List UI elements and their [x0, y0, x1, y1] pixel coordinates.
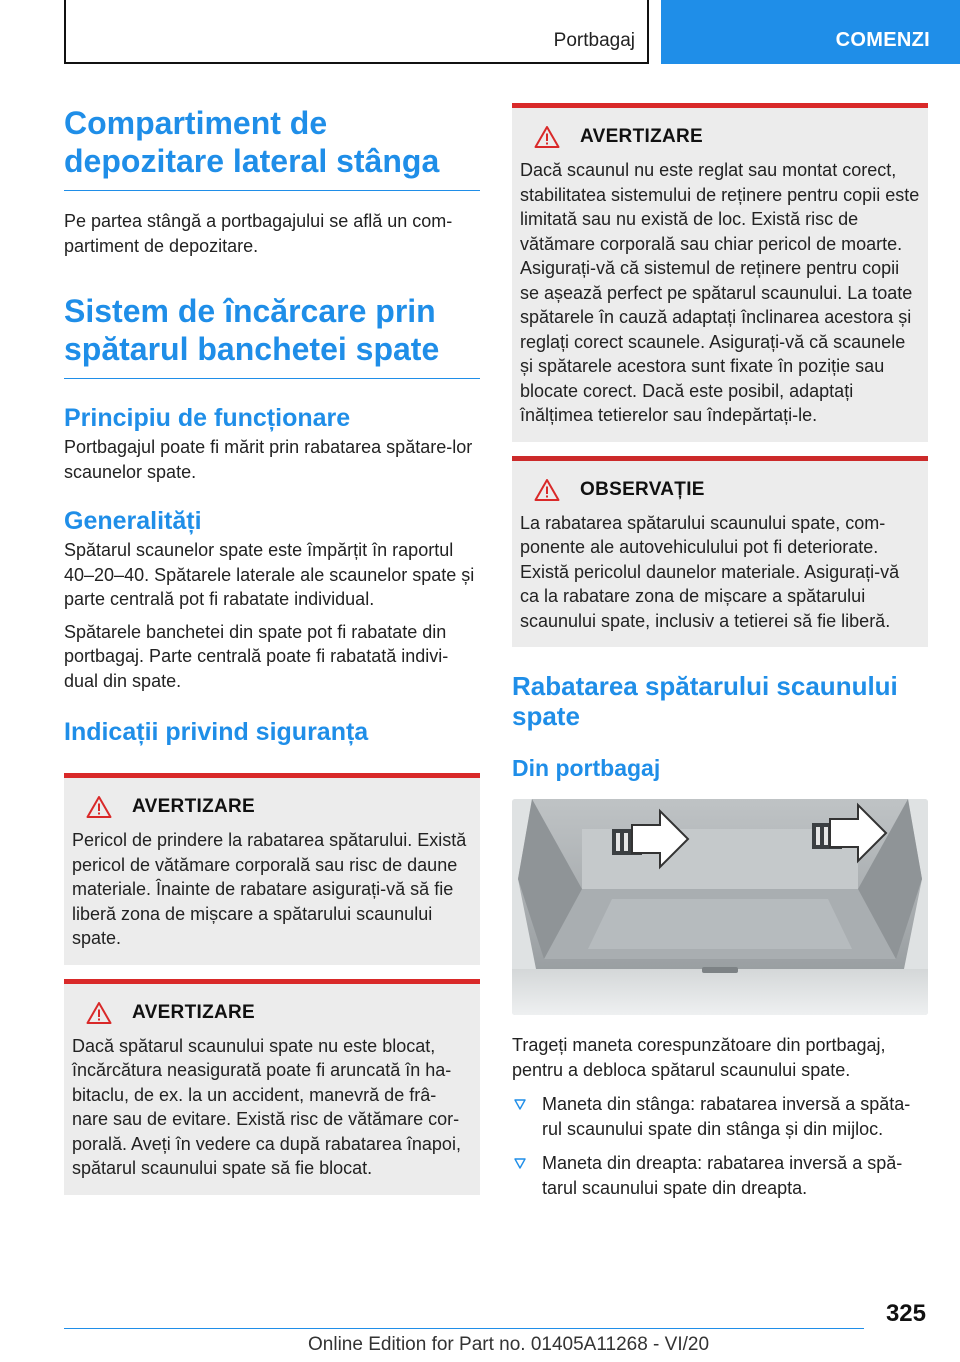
- heading-safety: Indicații privind siguranța: [64, 718, 369, 746]
- section-title: COMENZI: [835, 29, 930, 51]
- notice-box: [512, 456, 928, 648]
- warning-text: Pericol de prindere la rabatarea spătarului. Există pericol de vătămare corporală sau risc de daune materiale. Înainte de rabatare asigurați-vă să fie liberă zona de mișcare a spătarului scaunului spate.: [72, 830, 467, 948]
- list-item: [512, 1151, 928, 1200]
- warning-text: Dacă scaunul nu este reglat sau montat corect, stabilitatea sistemului de reținere pentru copii este limitată sau nu există de loc. Există risc de vătămare corporală sau chiar pericol de moarte. Asigurați-vă că sistemul de reținere pentru copii se așează perfect pe spătarul scaunului. La toate spătarele în cauză adaptați înclinarea acestora și reglați corect scaunele. Asigurați-vă că scaunele și spătarele acestora sunt fixate în poziție sau blocate corect. Dacă este posibil, adaptați înălțimea tetierelor sau îndepărtați-le.: [520, 160, 920, 425]
- lever-bullet-list: [512, 1092, 928, 1200]
- warning-header: [72, 792, 472, 822]
- footer-rule: [64, 1328, 864, 1329]
- warning-label: AVERTIZARE: [580, 126, 703, 147]
- right-column: [512, 103, 928, 1200]
- warning-box: [64, 979, 480, 1195]
- heading-rule: [64, 190, 480, 191]
- warning-triangle-icon: [534, 478, 560, 502]
- edition-text: Online Edition for Part no. 01405A11268 - VI/20: [308, 1334, 710, 1355]
- notice-label: OBSERVAȚIE: [580, 478, 705, 500]
- triangle-bullet-icon: [514, 1157, 526, 1169]
- warning-text: Dacă spătarul scaunului spate nu este blocat, încărcătura neasigurată poate fi aruncată în ha-bitaclu, de ex. la un accident, manevră de frâ-nare sau de evitare. Există risc de vătămare cor-porală. Aveți în vedere ca după rabatarea înapoi, spătarul scaunului spate să fie blocat.: [72, 1035, 461, 1178]
- trunk-photo: [512, 799, 928, 1015]
- header-chapter-box: [64, 0, 649, 64]
- header-section-tab[interactable]: [661, 0, 960, 64]
- warning-label: AVERTIZARE: [132, 796, 255, 817]
- notice-header: [520, 475, 920, 505]
- heading-storage-compartment: Compartiment de depozitare lateral stânga: [64, 105, 440, 179]
- heading-loading-system: Sistem de încărcare prin spătarul banchetei spate: [64, 293, 440, 367]
- notice-text: La rabatarea spătarului scaunului spate, com-ponente ale autovehiculului pot fi deteriorate. Există pericolul daunelor materiale. Asigurați-vă ca la rabatare zona de mișcare a spătarului scaunului spate, inclusiv a tetierei să fie liberă.: [520, 512, 900, 631]
- warning-header: [520, 122, 920, 152]
- heading-rule: [64, 378, 480, 379]
- page-number: 325: [885, 1300, 926, 1327]
- warning-box: [64, 773, 480, 965]
- heading-principle: Principiu de funcționare: [64, 404, 351, 432]
- heading-fold-backrest: Rabatarea spătarului scaunului spate: [512, 671, 898, 731]
- left-column: [64, 104, 480, 1195]
- warning-header: [72, 998, 472, 1028]
- paragraph-principle: Portbagajul poate fi mărit prin rabatarea spătare-lor scaunelor spate.: [64, 437, 473, 482]
- trunk-illustration: [512, 799, 928, 1015]
- bullet-text: Maneta din stânga: rabatarea inversă a spăta-rul scaunului spate din stânga și din mijloc.: [542, 1094, 911, 1139]
- paragraph-storage: Pe partea stângă a portbagajului se află un com-partiment de depozitare.: [64, 211, 453, 256]
- warning-label: AVERTIZARE: [132, 1001, 255, 1023]
- list-item: [512, 1092, 928, 1141]
- heading-from-trunk: Din portbagaj: [512, 755, 661, 781]
- warning-triangle-icon: [86, 795, 112, 819]
- chapter-title: Portbagaj: [553, 30, 635, 51]
- heading-general: Generalități: [64, 507, 202, 535]
- warning-triangle-icon: [534, 125, 560, 149]
- paragraph-general-1: Spătarul scaunelor spate este împărțit în raportul 40–20–40. Spătarele laterale ale scaunelor spate și parte centrală pot fi rabatate individual.: [64, 540, 475, 609]
- warning-triangle-icon: [86, 1001, 112, 1025]
- bullet-text: Maneta din dreapta: rabatarea inversă a spă-tarul scaunului spate din dreapta.: [542, 1153, 903, 1198]
- paragraph-general-2: Spătarele banchetei din spate pot fi rabatate din portbagaj. Parte centrală poate fi rabatată indivi-dual din spate.: [64, 621, 449, 691]
- paragraph-pull-lever: Trageți maneta corespunzătoare din portbagaj, pentru a debloca spătarul scaunului spate.: [512, 1035, 886, 1080]
- warning-box: [512, 103, 928, 442]
- triangle-bullet-icon: [514, 1098, 526, 1110]
